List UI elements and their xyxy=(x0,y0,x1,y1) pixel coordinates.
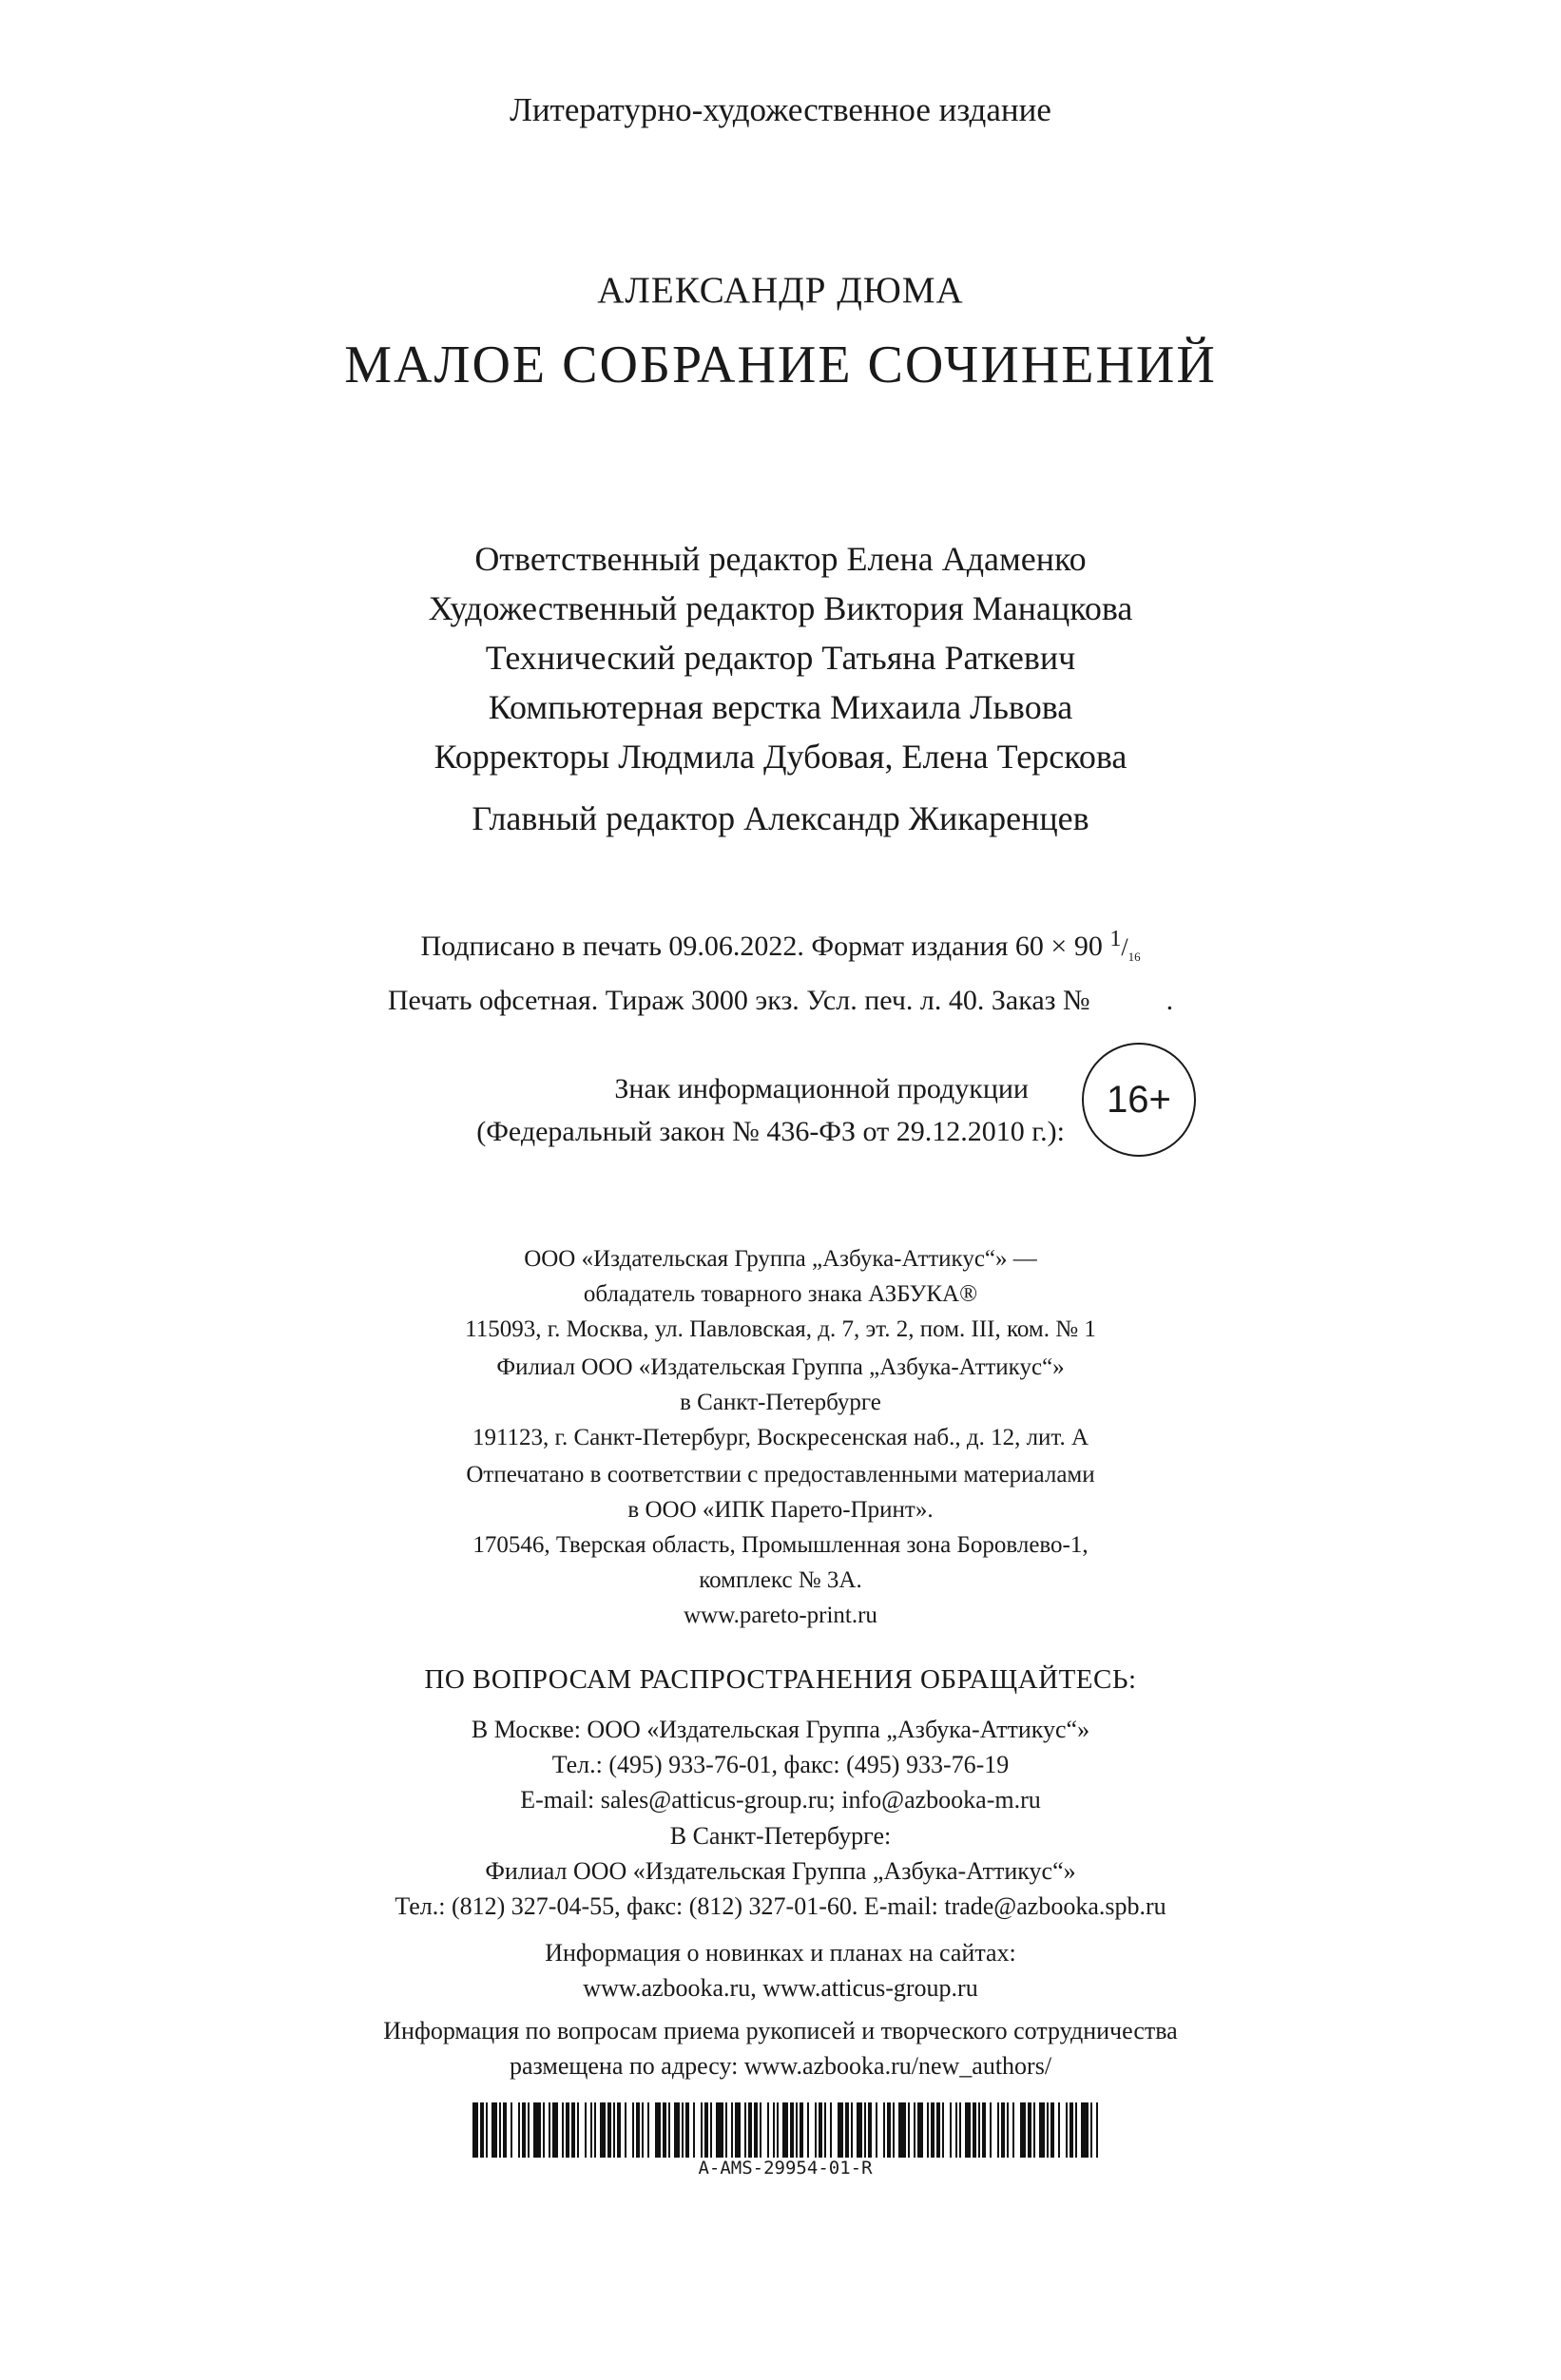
barcode-bar xyxy=(600,2102,606,2158)
barcode-bar xyxy=(830,2102,832,2158)
barcode-bar xyxy=(735,2102,741,2158)
barcode-bar xyxy=(486,2102,488,2158)
barcode-bar xyxy=(876,2102,877,2158)
barcode-bar xyxy=(1090,2102,1092,2158)
barcode-bar xyxy=(857,2102,862,2158)
barcode-bar xyxy=(917,2102,923,2158)
barcode-bar xyxy=(642,2102,644,2158)
barcode-bar xyxy=(710,2102,712,2158)
format-denominator: 16 xyxy=(1127,950,1141,964)
barcode-bar xyxy=(807,2102,809,2158)
barcode-bar xyxy=(716,2102,723,2158)
barcode-bar xyxy=(503,2102,507,2158)
barcode-bar xyxy=(725,2102,727,2158)
barcode-bar xyxy=(594,2102,596,2158)
barcode-bar xyxy=(978,2102,980,2158)
barcode-bar xyxy=(744,2102,746,2158)
barcode-bar xyxy=(1066,2102,1068,2158)
barcode-bar xyxy=(663,2102,666,2158)
publisher-line: 115093, г. Москва, ул. Павловская, д. 7, эт. 2, пом. III, ком. № 1 xyxy=(465,1316,1096,1342)
barcode-bar xyxy=(1020,2102,1026,2158)
credit-line: Технический редактор Татьяна Раткевич xyxy=(485,639,1076,677)
barcode-bar xyxy=(613,2102,615,2158)
barcode-bar xyxy=(522,2102,526,2158)
manuscripts-line: Информация по вопросам приема рукописей и творческого сотрудничества xyxy=(383,2017,1178,2044)
barcode-bar xyxy=(1096,2102,1098,2158)
credit-line: Художественный редактор Виктория Манацкова xyxy=(428,589,1133,627)
barcode-bar xyxy=(1012,2102,1014,2158)
barcode-bar xyxy=(959,2102,961,2158)
printer-line: комплекс № 3А. xyxy=(699,1567,862,1593)
credits-list xyxy=(0,534,1561,781)
branch-line: Филиал ООО «Издательская Группа „Азбука-Аттикус“» xyxy=(496,1354,1065,1380)
print-format-text: Подписано в печать 09.06.2022. Формат издания 60 × 90 xyxy=(420,931,1103,962)
barcode-bar xyxy=(845,2102,849,2158)
barcode-bar xyxy=(908,2102,910,2158)
print-info xyxy=(0,917,1561,1023)
printer-line: Отпечатано в соответствии с предоставленными материалами xyxy=(466,1462,1095,1488)
barcode-bar xyxy=(528,2102,530,2158)
barcode-bar xyxy=(942,2102,944,2158)
barcode-bar xyxy=(851,2102,853,2158)
barcode-bar xyxy=(566,2102,569,2158)
barcode-bar xyxy=(883,2102,885,2158)
barcode-bar xyxy=(838,2102,843,2158)
barcode-bar xyxy=(819,2102,822,2158)
barcode-bar xyxy=(511,2102,512,2158)
barcode-bar xyxy=(571,2102,575,2158)
barcode-bar xyxy=(655,2102,661,2158)
distribution-heading: ПО ВОПРОСАМ РАСПРОСТРАНЕНИЯ ОБРАЩАЙТЕСЬ: xyxy=(424,1664,1137,1695)
barcode-bar xyxy=(1075,2102,1077,2158)
barcode-bar xyxy=(682,2102,684,2158)
barcode-bar xyxy=(543,2102,545,2158)
spb-line: Филиал ООО «Издательская Группа „Азбука-Аттикус“» xyxy=(485,1857,1076,1885)
barcode-bar xyxy=(936,2102,940,2158)
branch-block xyxy=(0,1350,1561,1455)
author-name: АЛЕКСАНДР ДЮМА xyxy=(597,270,964,311)
spb-line: Тел.: (812) 327-04-55, факс: (812) 327-01-60. E-mail: trade@azbooka.spb.ru xyxy=(395,1892,1166,1920)
printer-line: в ООО «ИПК Парето-Принт». xyxy=(627,1497,934,1523)
barcode-bar xyxy=(790,2102,794,2158)
sites-line: Информация о новинках и планах на сайтах: xyxy=(545,1939,1016,1967)
barcode-bar xyxy=(693,2102,695,2158)
barcode-bar xyxy=(549,2102,550,2158)
barcode-bar xyxy=(748,2102,752,2158)
barcode-bar xyxy=(760,2102,761,2158)
barcode-bar xyxy=(1028,2102,1031,2158)
credit-line: Корректоры Людмила Дубовая, Елена Терскова xyxy=(434,738,1127,776)
print-info-line-2 xyxy=(0,979,1561,1023)
publisher-line: обладатель товарного знака АЗБУКА® xyxy=(583,1281,978,1307)
barcode-bar xyxy=(472,2102,478,2158)
barcode-bar xyxy=(777,2102,779,2158)
barcode-bar xyxy=(1058,2102,1060,2158)
barcode-bar xyxy=(982,2102,986,2158)
barcode-bar xyxy=(499,2102,501,2158)
barcode-bar xyxy=(767,2102,769,2158)
distribution-spb xyxy=(0,1818,1561,1924)
barcode-bar xyxy=(552,2102,558,2158)
barcode-bar xyxy=(887,2102,891,2158)
barcode-bar xyxy=(898,2102,906,2158)
moscow-line: В Москве: ООО «Издательская Группа „Азбука-Аттикус“» xyxy=(471,1716,1090,1743)
barcode-bar xyxy=(518,2102,520,2158)
barcode-bar xyxy=(815,2102,817,2158)
barcode-bar xyxy=(927,2102,929,2158)
barcode-bar xyxy=(491,2102,497,2158)
distribution-sites xyxy=(0,1935,1561,2006)
barcode-bar xyxy=(893,2102,895,2158)
barcode-bar xyxy=(701,2102,703,2158)
barcode-bar xyxy=(585,2102,587,2158)
barcode-bar xyxy=(950,2102,952,2158)
barcode-bar xyxy=(1007,2102,1009,2158)
barcode-bar xyxy=(704,2102,708,2158)
branch-line: 191123, г. Санкт-Петербург, Воскресенская наб., д. 12, лит. А xyxy=(472,1425,1089,1450)
barcode-bar xyxy=(800,2102,803,2158)
manuscripts-line: размещена по адресу: www.azbooka.ru/new_authors/ xyxy=(509,2052,1052,2080)
barcode-code: A-AMS-29954-01-R xyxy=(698,2158,873,2178)
barcode-bar xyxy=(973,2102,976,2158)
branch-line: в Санкт-Петербурге xyxy=(680,1390,881,1415)
credit-line: Компьютерная верстка Михаила Львова xyxy=(488,688,1073,726)
printer-website: www.pareto-print.ru xyxy=(684,1603,877,1628)
barcode-bar xyxy=(864,2102,866,2158)
spb-line: В Санкт-Петербурге: xyxy=(669,1822,892,1850)
age-rating-text xyxy=(342,1067,1065,1153)
age-rating-line-2: (Федеральный закон № 436-ФЗ от 29.12.2010 г.): xyxy=(476,1116,1065,1147)
publisher-block xyxy=(0,1241,1561,1347)
barcode-bar xyxy=(533,2102,541,2158)
barcode-bar xyxy=(824,2102,826,2158)
barcode-bar xyxy=(1047,2102,1049,2158)
barcode-bar xyxy=(796,2102,798,2158)
barcode-bar xyxy=(674,2102,680,2158)
barcode-bar xyxy=(997,2102,999,2158)
barcode-bar xyxy=(990,2102,992,2158)
barcode-bar xyxy=(685,2102,689,2158)
format-numerator: 1 xyxy=(1109,927,1122,951)
printer-block xyxy=(0,1457,1561,1633)
barcode-bar xyxy=(914,2102,915,2158)
barcode-bar xyxy=(1050,2102,1054,2158)
barcode-icon xyxy=(472,2102,1098,2158)
barcode-bar xyxy=(965,2102,971,2158)
credit-line: Ответственный редактор Елена Адаменко xyxy=(474,540,1087,578)
distribution-manuscripts xyxy=(0,2013,1561,2083)
barcode-bar xyxy=(577,2102,579,2158)
distribution-moscow xyxy=(0,1712,1561,1817)
barcode-bar xyxy=(731,2102,733,2158)
print-info-line-1: Подписано в печать 09.06.2022. Формат издания 60 × 90 $^1/_{16}$ xyxy=(420,927,1141,964)
moscow-line: Тел.: (495) 933-76-01, факс: (495) 933-76-19 xyxy=(551,1751,1010,1778)
barcode-bar xyxy=(636,2102,640,2158)
barcode-bar xyxy=(782,2102,788,2158)
chief-editor: Главный редактор Александр Жикаренцев xyxy=(472,799,1089,837)
publisher-line: ООО «Издательская Группа „Азбука-Аттикус“» — xyxy=(524,1246,1037,1272)
barcode-bar xyxy=(632,2102,634,2158)
print-run-text: Печать офсетная. Тираж 3000 экз. Усл. печ. л. 40. Заказ № xyxy=(387,985,1090,1016)
age-rating-line-1: Знак информационной продукции xyxy=(614,1073,1029,1104)
genre-label: Литературно-художественное издание xyxy=(510,91,1051,128)
barcode-bar xyxy=(931,2102,935,2158)
barcode-bar xyxy=(1033,2102,1035,2158)
barcode-bar xyxy=(868,2102,872,2158)
barcode-bar xyxy=(1070,2102,1073,2158)
barcode-bar xyxy=(668,2102,670,2158)
printer-line: 170546, Тверская область, Промышленная зона Боровлево-1, xyxy=(472,1532,1089,1558)
barcode-bar xyxy=(1039,2102,1045,2158)
barcode-bar xyxy=(625,2102,626,2158)
barcode-bar xyxy=(773,2102,775,2158)
barcode-bar xyxy=(1081,2102,1089,2158)
barcode-bar xyxy=(1001,2102,1005,2158)
barcode-bar xyxy=(754,2102,758,2158)
moscow-line: E-mail: sales@atticus-group.ru; info@azbooka-m.ru xyxy=(520,1786,1041,1814)
barcode-bar xyxy=(617,2102,621,2158)
sites-line: www.azbooka.ru, www.atticus-group.ru xyxy=(583,1974,978,2002)
barcode-bar xyxy=(647,2102,649,2158)
barcode-bar xyxy=(955,2102,957,2158)
barcode-bar xyxy=(607,2102,611,2158)
barcode-bar xyxy=(480,2102,484,2158)
barcode-bar xyxy=(590,2102,592,2158)
order-end: . xyxy=(1166,985,1174,1016)
barcode-bar xyxy=(562,2102,564,2158)
book-title: МАЛОЕ СОБРАНИЕ СОЧИНЕНИЙ xyxy=(344,336,1217,394)
age-rating-badge: 16+ xyxy=(1082,1043,1196,1157)
